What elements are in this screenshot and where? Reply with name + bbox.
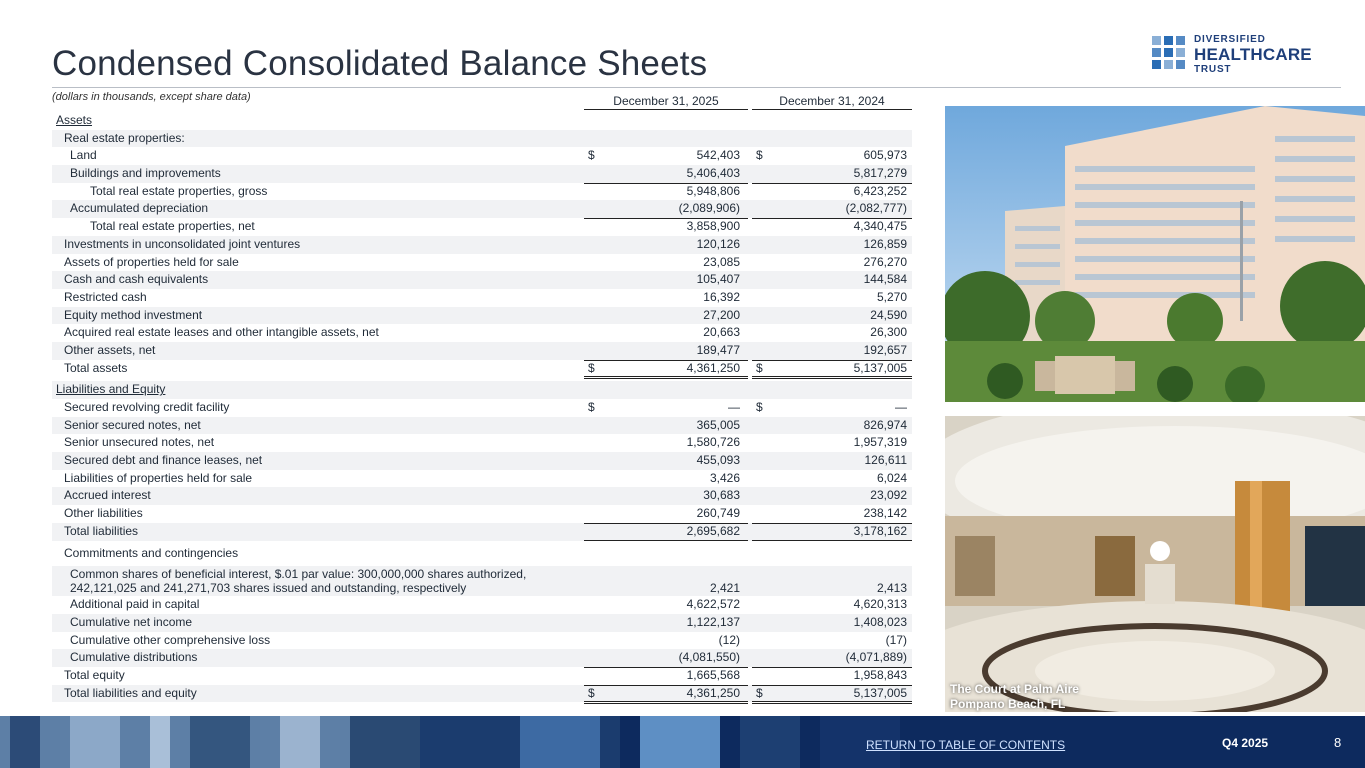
- table-row: [52, 545, 912, 563]
- subtotal-rule: [584, 183, 748, 184]
- table-row: [52, 130, 912, 148]
- return-to-toc-link[interactable]: RETURN TO TABLE OF CONTENTS: [866, 738, 1066, 752]
- row-label-text: Equity method investment: [64, 307, 203, 322]
- value-2025: 2,695,682: [686, 523, 740, 538]
- row-label-text: Assets: [56, 113, 93, 127]
- table-row: [52, 667, 912, 685]
- value-2024: 126,611: [864, 453, 907, 468]
- row-label-text: Total liabilities and equity: [64, 685, 197, 700]
- value-2024: 144,584: [863, 272, 907, 287]
- row-label-text: Total assets: [64, 360, 128, 375]
- row-label-text: Cash and cash equivalents: [64, 272, 209, 287]
- value-2025: 5,948,806: [686, 183, 740, 198]
- value-2024: (2,082,777): [845, 201, 907, 216]
- value-2024: —: [895, 400, 907, 414]
- subtotal-rule: [584, 218, 748, 219]
- table-row: [52, 452, 912, 470]
- row-label: [56, 112, 92, 130]
- value-2025: 120,126: [696, 236, 740, 251]
- row-label-text: Cumulative other comprehensive loss: [70, 632, 271, 647]
- row-label-text: Total equity: [64, 667, 125, 682]
- table-row: [52, 324, 912, 342]
- row-label-text: Secured debt and finance leases, net: [64, 453, 263, 468]
- column-header-2024: December 31, 2024: [752, 94, 912, 110]
- row-label: [64, 342, 155, 360]
- table-row: [52, 271, 912, 289]
- value-2025: 23,085: [703, 254, 740, 269]
- row-label: [64, 452, 262, 470]
- table-row: [52, 360, 912, 378]
- currency-symbol: $: [756, 400, 763, 414]
- row-label: [64, 271, 208, 289]
- row-label-text: Investments in unconsolidated joint ventures: [64, 236, 301, 251]
- table-row: [52, 417, 912, 435]
- value-2025: 3,858,900: [686, 219, 740, 234]
- page-number: 8: [1334, 735, 1342, 750]
- row-label: [64, 685, 197, 703]
- row-label-text: Assets of properties held for sale: [64, 254, 239, 269]
- value-2024: 1,958,843: [853, 667, 907, 682]
- table-row: [52, 566, 912, 596]
- table-row: [52, 307, 912, 325]
- value-2025: 16,392: [703, 289, 740, 304]
- row-label: [64, 487, 151, 505]
- value-2025: 2,421: [709, 581, 740, 596]
- row-label: [64, 417, 201, 435]
- subtotal-rule: [584, 360, 748, 361]
- title-divider: [52, 87, 1341, 88]
- table-row: [52, 236, 912, 254]
- table-row: [52, 254, 912, 272]
- value-2024: 1,957,319: [853, 435, 907, 450]
- row-label-text: Total real estate properties, net: [90, 219, 255, 234]
- value-2025: (12): [718, 632, 740, 647]
- currency-symbol: $: [588, 148, 595, 163]
- currency-symbol: $: [588, 360, 595, 375]
- photo-caption-property: The Court at Palm Aire: [950, 682, 1079, 696]
- column-header-2025: December 31, 2025: [584, 94, 748, 110]
- table-row: [52, 596, 912, 614]
- row-label: [70, 632, 270, 650]
- table-row: [52, 289, 912, 307]
- value-2024: (17): [885, 632, 907, 647]
- value-2024: (4,071,889): [845, 650, 907, 665]
- currency-symbol: $: [588, 685, 595, 700]
- row-label-text: Total real estate properties, gross: [90, 183, 268, 198]
- value-2025: 105,407: [696, 272, 740, 287]
- table-row: [52, 200, 912, 218]
- value-2025: 260,749: [696, 506, 740, 521]
- row-label: [70, 649, 197, 667]
- table-row: [52, 632, 912, 650]
- row-label: [64, 236, 300, 254]
- row-label-text-2: 242,121,025 and 241,271,703 shares issued and outstanding, respectively: [70, 581, 467, 596]
- value-2024: 6,423,252: [853, 183, 907, 198]
- page-title: Condensed Consolidated Balance Sheets: [52, 44, 708, 83]
- table-row: [52, 685, 912, 703]
- row-label-text: Accrued interest: [64, 488, 151, 503]
- value-2025: 3,426: [709, 470, 740, 485]
- row-label: [64, 254, 239, 272]
- value-2024: 23,092: [870, 488, 907, 503]
- total-double-rule: [752, 701, 912, 704]
- table-row: [52, 165, 912, 183]
- value-2024: 4,620,313: [853, 597, 907, 612]
- subtotal-rule: [752, 685, 912, 686]
- value-2025: 365,005: [696, 417, 740, 432]
- row-label-text: Other liabilities: [64, 506, 143, 521]
- value-2024: 238,142: [863, 506, 907, 521]
- row-label-text: Buildings and improvements: [70, 166, 221, 181]
- table-row: [52, 342, 912, 360]
- logo-grid-icon: [1152, 36, 1188, 72]
- table-row: [52, 505, 912, 523]
- row-label-text: Senior secured notes, net: [64, 417, 201, 432]
- value-2025: 189,477: [696, 342, 740, 357]
- row-label-text: Senior unsecured notes, net: [64, 435, 215, 450]
- value-2024: 4,340,475: [853, 219, 907, 234]
- row-label-text: Cumulative distributions: [70, 650, 198, 665]
- row-label-text: Commitments and contingencies: [64, 545, 239, 560]
- value-2024: 5,270: [876, 289, 907, 304]
- value-2025: 542,403: [696, 148, 740, 163]
- value-2024: 3,178,162: [853, 523, 907, 538]
- table-row: [52, 183, 912, 201]
- value-2025: 20,663: [703, 325, 740, 340]
- currency-symbol: $: [756, 360, 763, 375]
- value-2025: 27,200: [703, 307, 740, 322]
- value-2024: 2,413: [876, 581, 907, 596]
- value-2024: 192,657: [863, 342, 907, 357]
- table-row: [52, 434, 912, 452]
- value-2024: 276,270: [863, 254, 907, 269]
- row-label: [70, 614, 192, 632]
- row-label: [70, 165, 221, 183]
- row-label: [64, 545, 238, 563]
- photo-caption: [950, 682, 1079, 712]
- row-label: [64, 667, 125, 685]
- row-label: [64, 307, 202, 325]
- value-2025: 1,665,568: [686, 667, 740, 682]
- table-row: [52, 487, 912, 505]
- photo-caption-location: Pompano Beach, FL: [950, 697, 1066, 711]
- total-double-rule: [752, 376, 912, 379]
- value-2024: 126,859: [863, 236, 907, 251]
- currency-symbol: $: [588, 400, 595, 414]
- table-row: [52, 470, 912, 488]
- row-label: [90, 218, 255, 236]
- total-rule: [752, 540, 912, 541]
- row-label-text: Liabilities and Equity: [56, 382, 166, 397]
- value-2025: 455,093: [696, 453, 740, 468]
- total-double-rule: [584, 376, 748, 379]
- value-2025: 1,122,137: [686, 614, 740, 629]
- row-label-text: Cumulative net income: [70, 614, 193, 629]
- row-label: [64, 399, 229, 417]
- subtotal-rule: [584, 523, 748, 524]
- row-label-text: Liabilities of properties held for sale: [64, 470, 253, 485]
- value-2024: 5,817,279: [853, 166, 907, 181]
- value-2024: 1,408,023: [853, 614, 907, 629]
- row-label: [64, 470, 252, 488]
- balance-sheet-table: [52, 112, 912, 702]
- row-label-text: Accumulated depreciation: [70, 201, 209, 216]
- value-2025: (2,089,906): [678, 201, 740, 216]
- total-rule: [584, 540, 748, 541]
- row-label-text: Restricted cash: [64, 289, 147, 304]
- row-label-text: Acquired real estate leases and other intangible assets, net: [64, 325, 379, 340]
- value-2025: —: [728, 400, 740, 414]
- row-label-text: Total liabilities: [64, 523, 139, 538]
- value-2024: 605,973: [863, 148, 907, 163]
- row-label: [70, 596, 199, 614]
- logo-line3: TRUST: [1194, 64, 1232, 75]
- row-label: [70, 567, 526, 595]
- value-2024: 5,137,005: [853, 360, 907, 375]
- value-2025: 5,406,403: [686, 166, 740, 181]
- value-2024: 6,024: [876, 470, 907, 485]
- row-label: [90, 183, 267, 201]
- value-2025: (4,081,550): [678, 650, 740, 665]
- units-note: (dollars in thousands, except share data): [52, 91, 251, 103]
- subtotal-rule: [752, 183, 912, 184]
- building-exterior-photo: [945, 106, 1365, 402]
- value-2025: 1,580,726: [686, 435, 740, 450]
- subtotal-rule: [584, 667, 748, 668]
- row-label-text: Land: [70, 148, 97, 163]
- row-label: [70, 200, 208, 218]
- subtotal-rule: [752, 667, 912, 668]
- table-row: [52, 399, 912, 417]
- row-label-text: Real estate properties:: [64, 130, 185, 145]
- value-2024: 26,300: [870, 325, 907, 340]
- subtotal-rule: [584, 685, 748, 686]
- value-2025: 30,683: [703, 488, 740, 503]
- table-row: [52, 614, 912, 632]
- table-row: [52, 218, 912, 236]
- row-label: [64, 434, 214, 452]
- row-label: [56, 381, 165, 399]
- section-header: [52, 381, 912, 399]
- row-label: [64, 289, 147, 307]
- table-row: [52, 523, 912, 541]
- row-label: [64, 505, 143, 523]
- logo-line1: DIVERSIFIED: [1194, 34, 1266, 45]
- currency-symbol: $: [756, 148, 763, 163]
- value-2025: 4,361,250: [686, 360, 740, 375]
- currency-symbol: $: [756, 685, 763, 700]
- row-label: [64, 324, 379, 342]
- row-label: [64, 130, 185, 148]
- value-2025: 4,622,572: [686, 597, 740, 612]
- lobby-interior-photo: [945, 416, 1365, 712]
- value-2024: 826,974: [863, 417, 907, 432]
- quarter-label: Q4 2025: [1222, 736, 1269, 750]
- row-label-text: Other assets, net: [64, 342, 156, 357]
- subtotal-rule: [752, 360, 912, 361]
- row-label: [64, 523, 138, 541]
- logo-line2: HEALTHCARE: [1194, 45, 1312, 64]
- subtotal-rule: [752, 523, 912, 524]
- company-logo: [1152, 34, 1322, 78]
- value-2024: 5,137,005: [853, 685, 907, 700]
- row-label-text: Common shares of beneficial interest, $.01 par value: 300,000,000 shares authorized,: [70, 567, 527, 582]
- total-double-rule: [584, 701, 748, 704]
- table-row: [52, 147, 912, 165]
- row-label-text: Secured revolving credit facility: [64, 400, 230, 414]
- value-2024: 24,590: [870, 307, 907, 322]
- row-label-text: Additional paid in capital: [70, 597, 200, 612]
- table-row: [52, 649, 912, 667]
- row-label: [70, 147, 97, 165]
- section-header: [52, 112, 912, 130]
- value-2025: 4,361,250: [686, 685, 740, 700]
- footer-band: [0, 716, 1365, 768]
- row-label: [64, 360, 127, 378]
- subtotal-rule: [752, 218, 912, 219]
